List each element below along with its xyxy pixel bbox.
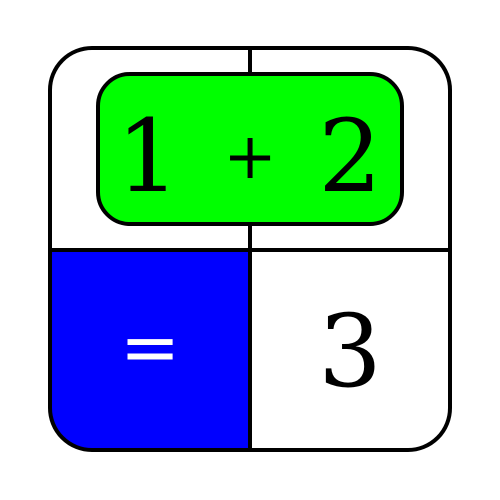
operator-plus: + [223,120,277,194]
left-operand: 1 [116,98,180,215]
right-operand: 2 [318,98,382,215]
result-value: 3 [318,293,382,410]
equals-sign: = [119,305,181,389]
